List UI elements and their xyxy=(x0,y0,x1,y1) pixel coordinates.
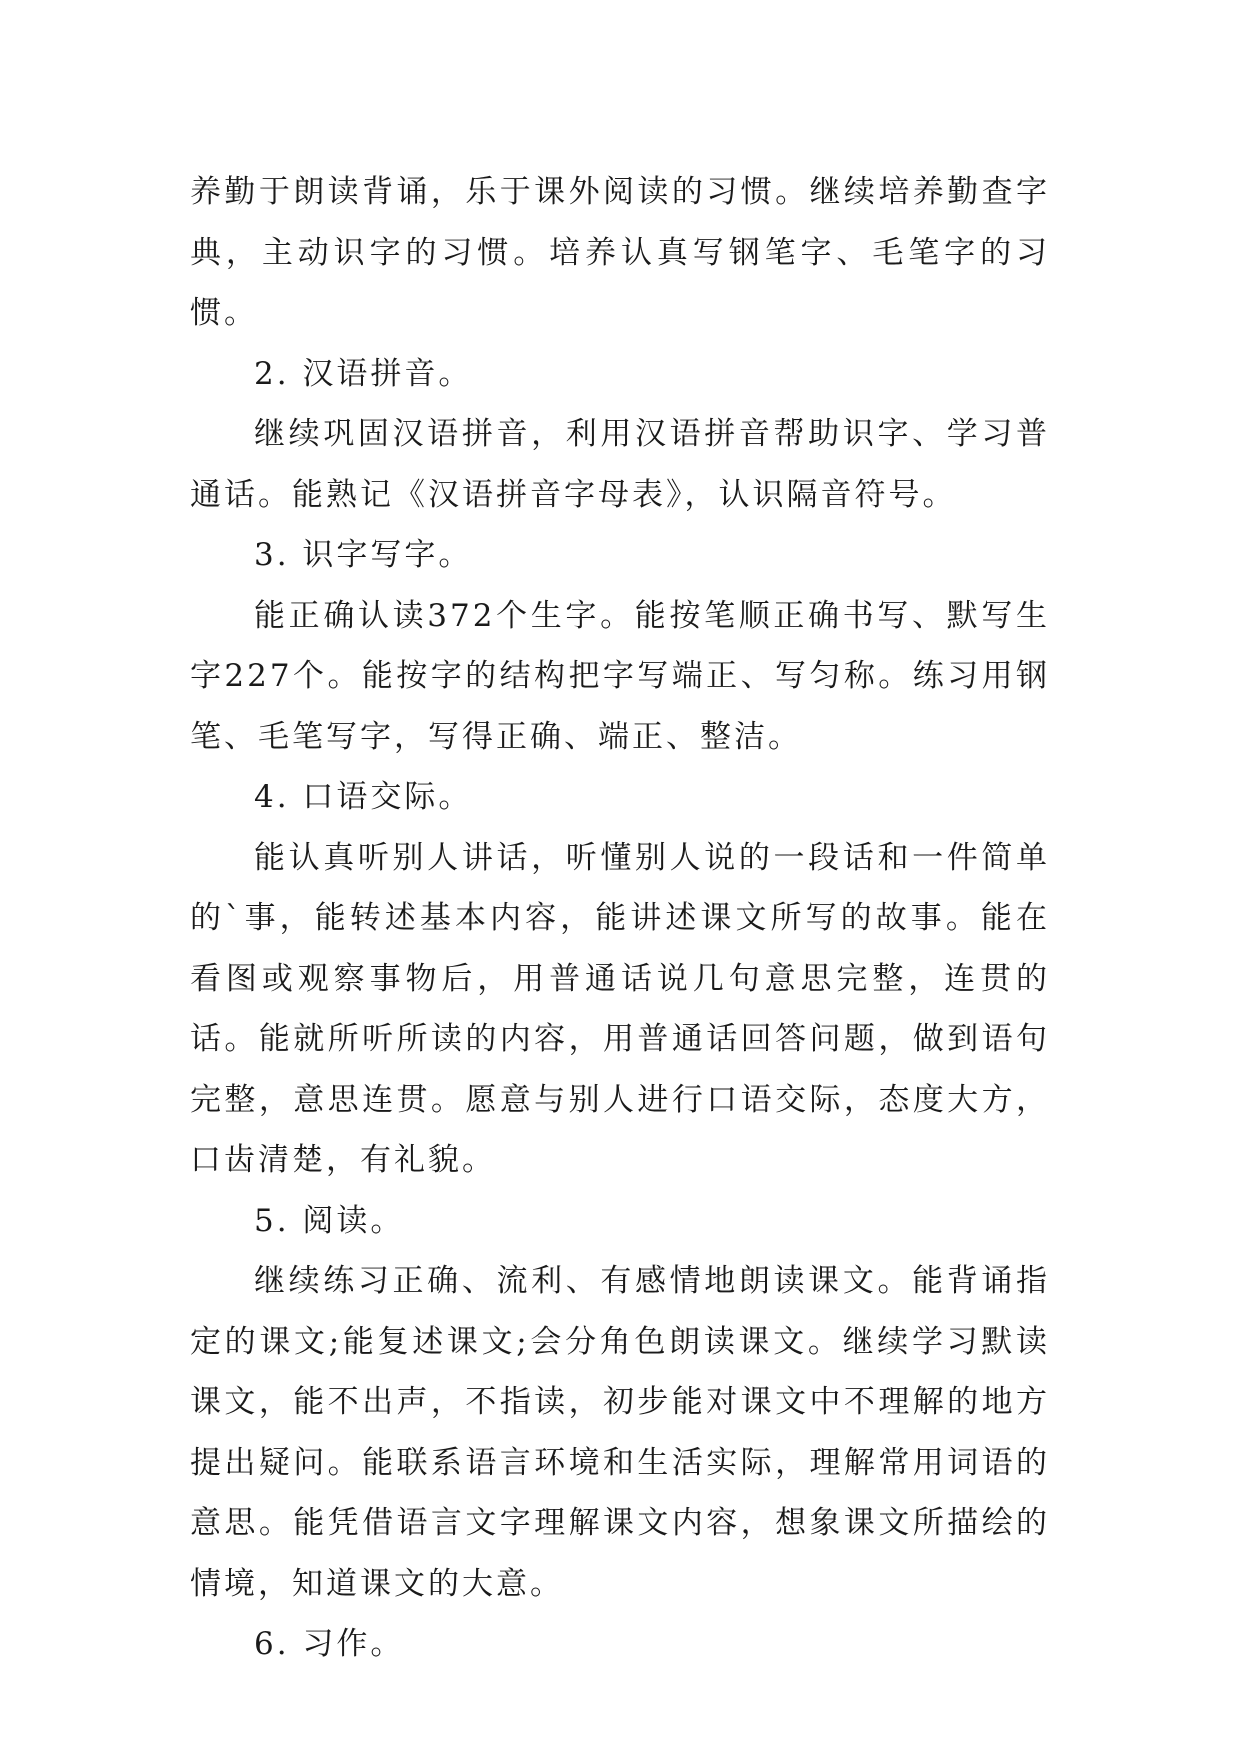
heading-oral-communication: 4. 口语交际。 xyxy=(254,779,473,815)
paragraph-pinyin: 继续巩固汉语拼音，利用汉语拼音帮助识字、学习普通话。能熟记《汉语拼音字母表》，认识隔音符号。 xyxy=(190,416,1050,513)
paragraph-reading: 继续练习正确、流利、有感情地朗读课文。能背诵指定的课文;能复述课文;会分角色朗读课文。继续学习默读课文，能不出声，不指读，初步能对课文中不理解的地方提出疑问。能联系语言环境和生活实际，理解常用词语的意思。能凭借语言文字理解课文内容，想象课文所描绘的情境，知道课文的大意。 xyxy=(190,1263,1050,1602)
paragraph-literacy-writing: 能正确认读372个生字。能按笔顺正确书写、默写生字227个。能按字的结构把字写端正、写匀称。练习用钢笔、毛笔写字，写得正确、端正、整洁。 xyxy=(190,597,1050,755)
heading-reading: 5. 阅读。 xyxy=(254,1202,405,1239)
heading-composition: 6. 习作。 xyxy=(254,1626,405,1662)
document-body xyxy=(190,162,1050,1675)
heading-literacy-writing: 3. 识字写字。 xyxy=(254,537,473,573)
paragraph-habits-continued: 养勤于朗读背诵，乐于课外阅读的习惯。继续培养勤查字典，主动识字的习惯。培养认真写钢笔字、毛笔字的习惯。 xyxy=(190,174,1050,331)
heading-pinyin: 2. 汉语拼音。 xyxy=(254,355,473,392)
paragraph-oral-communication: 能认真听别人讲话，听懂别人说的一段话和一件简单的`事，能转述基本内容，能讲述课文所写的故事。能在看图或观察事物后，用普通话说几句意思完整，连贯的话。能就所听所读的内容，用普通话回答问题，做到语句完整，意思连贯。愿意与别人进行口语交际，态度大方，口齿清楚，有礼貌。 xyxy=(190,839,1050,1178)
